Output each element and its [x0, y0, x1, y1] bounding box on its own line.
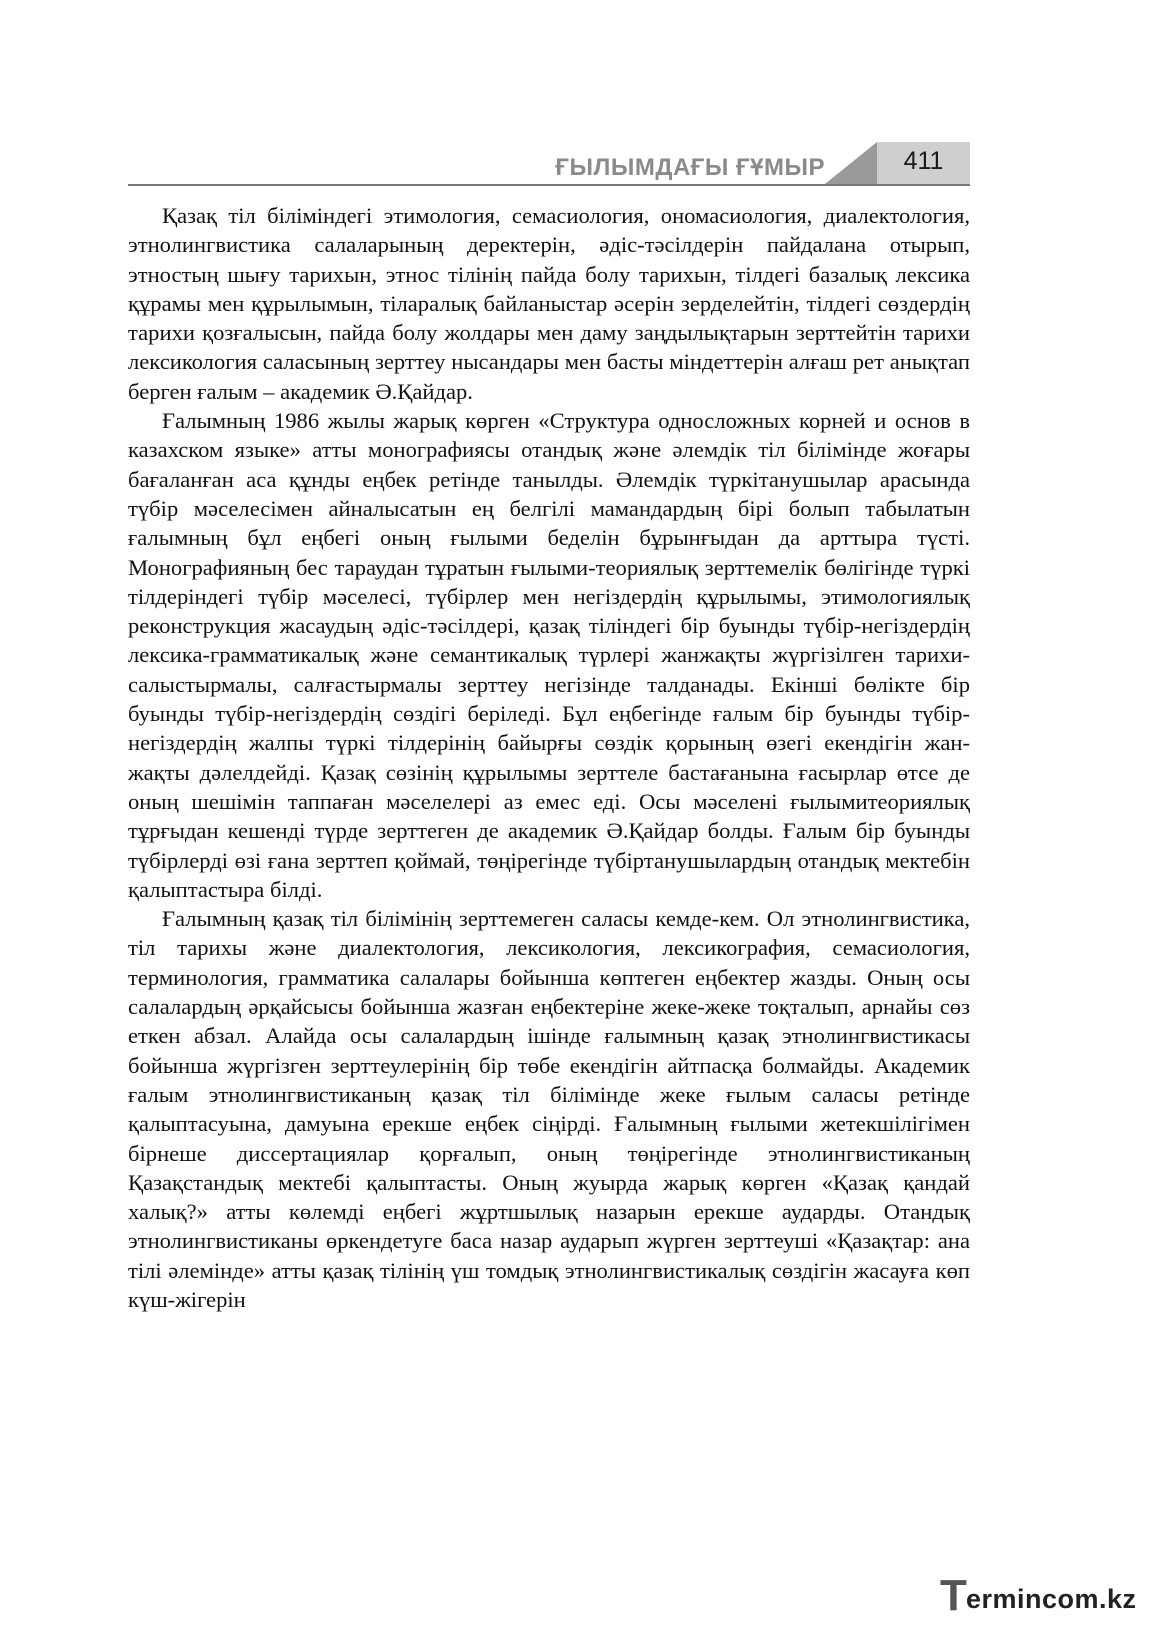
header-rule — [128, 184, 970, 186]
page-number-tab — [825, 142, 970, 184]
running-header — [128, 138, 970, 186]
paragraph-2: Ғалымның 1986 жылы жарық көрген «Структура односложных корней и основ в казахском языке» атты монографиясы отандық және әлемдік тіл білімінде жоғары бағаланған аса құнды еңбек ретінде танылды. Әлемдік түркітанушылар арасында түбір мәселесімен айналысатын ең белгілі мамандардың бірі болып табылатын ғалымның бұл еңбегі оның ғылыми беделін бұрынғыдан да арттыра түсті. Монографияның бес тараудан тұратын ғылыми-теориялық зерттемелік бөлігінде түркі тілдеріндегі түбір мәселесі, түбірлер мен негіздердің құрылымы, этимологиялық реконструкция жасаудың әдіс-тәсілдері, қазақ тіліндегі бір буынды түбір-негіздердің лексика-грамматикалық және семантикалық түрлері жанжақты жүргізілген тарихи-салыстырмалы, салғастырмалы зерттеу негізінде талданады. Екінші бөлікте бір буынды түбір-негіздердің сөздігі беріледі. Бұл еңбегінде ғалым бір буынды түбір-негіздердің жалпы түркі тілдерінің байырғы сөздік қорының өзегі екендігін жан-жақты дәлелдейді. Қазақ сөзінің құрылымы зерттеле бастағанына ғасырлар өтсе де оның шешімін таппаған мәселелері аз емес еді. Осы мәселені ғылымитеориялық тұрғыдан кешенді түрде зерттеген де академик Ә.Қайдар болды. Ғалым бір буынды түбірлерді өзі ғана зерттеп қоймай, төңірегінде түбіртанушылардың отандық мектебін қалыптастыра білді. — [128, 408, 970, 902]
watermark-t-glyph: T — [940, 1571, 967, 1620]
watermark — [940, 1571, 1140, 1620]
page-number: 411 — [903, 147, 944, 175]
running-title: ҒЫЛЫМДАҒЫ ҒҰМЫР — [555, 154, 825, 181]
paragraph-3: Ғалымның қазақ тіл білімінің зерттемеген саласы кемде-кем. Ол этнолингвистика, тіл тарихы және диалектология, лексикология, лексикография, семасиология, терминология, грамматика салалары бойынша көптеген еңбектер жазды. Оның осы салалардың әрқайсысы бойынша жазған еңбектеріне жеке-жеке тоқталып, арнайы сөз еткен абзал. Алайда осы салалардың ішінде ғалымның қазақ этнолингвистикасы бойынша жүргізген зерттеулерінің бір төбе екендігін айтпасқа болмайды. Академик ғалым этнолингвистиканың қазақ тіл білімінде жеке ғылым саласы ретінде қалыптасуына, дамуына ерекше еңбек сіңірді. Ғалымның ғылыми жетекшілігімен бірнеше диссертациялар қорғалып, оның төңірегінде этнолингвистиканың Қазақстандық мектебі қалыптасты. Оның жуырда жарық көрген «Қазақ қандай халық?» атты көлемді еңбегі жұртшылық назарын ерекше аударды. Отандық этнолингвистиканы өркендетуге баса назар аударып жүрген зерттеуші «Қазақтар: ана тілі әлемінде» атты қазақ тілінің үш томдық этнолингвистикалық сөздігін жасауға көп күш-жігерін — [128, 906, 970, 1312]
watermark-text: ermincom.kz — [966, 1584, 1137, 1614]
body-text — [128, 201, 970, 1314]
paragraph-1: Қазақ тіл біліміндегі этимология, семасиология, ономасиология, диалектология, этнолингвистика салаларының деректерін, әдіс-тәсілдерін пайдалана отырып, этностың шығу тарихын, этнос тілінің пайда болу тарихын, тілдегі базалық лексика құрамы мен құрылымын, тіларалық байланыстар әсерін зерделейтін, тілдегі сөздердің тарихи қозғалысын, пайда болу жолдары мен даму заңдылықтарын зерттейтін тарихи лексикология саласының зерттеу нысандары мен басты міндеттерін алғаш рет анықтап берген ғалым – академик Ә.Қайдар. — [128, 203, 970, 404]
